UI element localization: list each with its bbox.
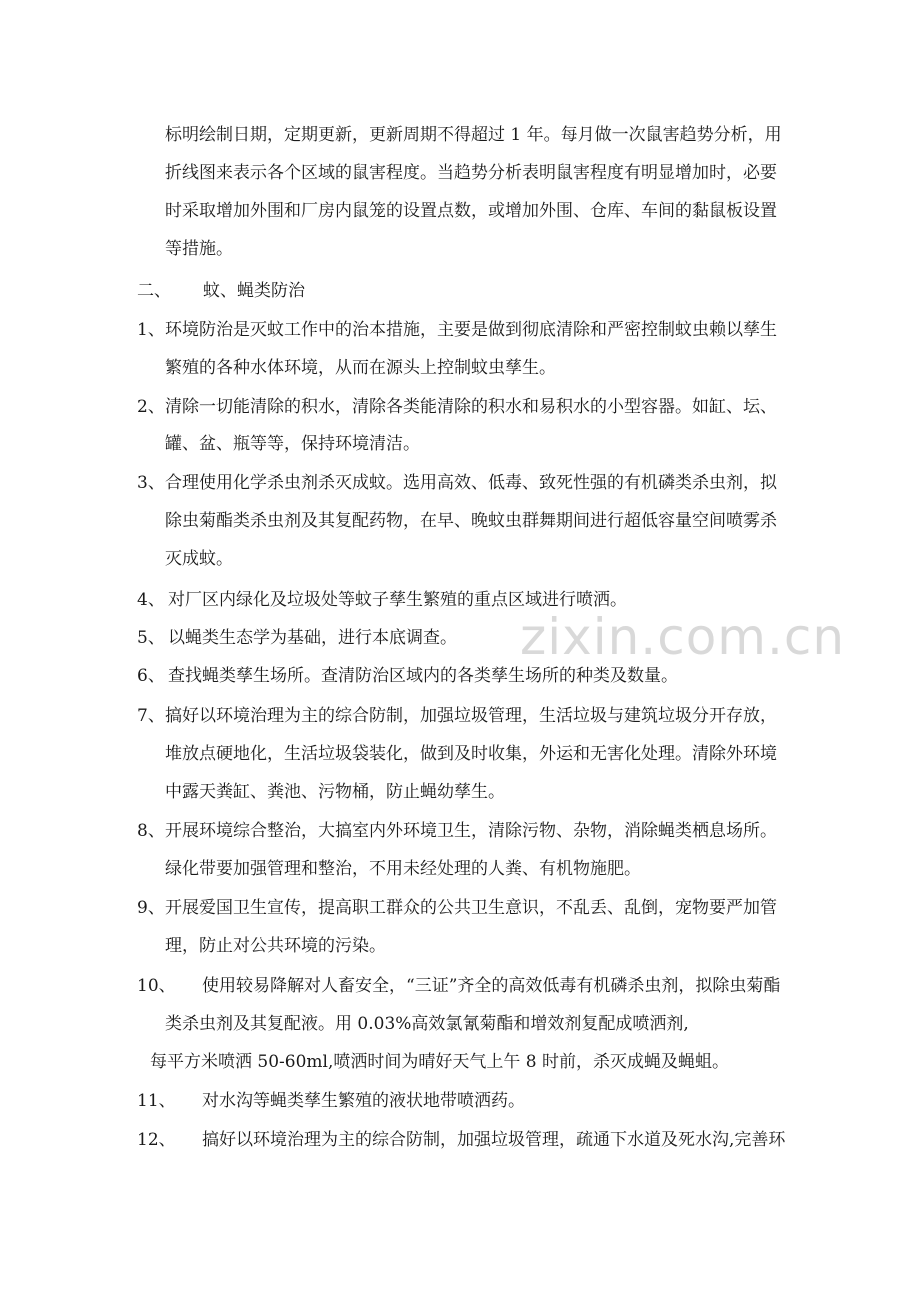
- item-number: 3、: [137, 473, 165, 493]
- item-line: 繁殖的各种水体环境，从而在源头上控制蚊虫孳生。: [165, 358, 556, 378]
- item-line: 理，防止对公共环境的污染。: [165, 936, 386, 956]
- item-line: 搞好以环境治理为主的综合防制，加强垃圾管理，疏通下水道及死水沟,完善环: [202, 1130, 786, 1150]
- item-number: 4、: [137, 590, 165, 610]
- item-line: 查找蝇类孳生场所。查清防治区域内的各类孳生场所的种类及数量。: [168, 666, 678, 686]
- item-line: 搞好以环境治理为主的综合防制，加强垃圾管理，生活垃圾与建筑垃圾分开存放，: [165, 706, 777, 726]
- section-number: 二、: [137, 281, 171, 301]
- item-line: 除虫菊酯类杀虫剂及其复配药物，在早、晚蚊虫群舞期间进行超低容量空间喷雾杀: [165, 511, 777, 531]
- intro-line: 折线图来表示各个区域的鼠害程度。当趋势分析表明鼠害程度有明显增加时，必要: [165, 163, 777, 183]
- item-line: 环境防治是灭蚊工作中的治本措施，主要是做到彻底清除和严密控制蚊虫赖以孳生: [165, 320, 777, 340]
- item-line: 以蝇类生态学为基础，进行本底调查。: [168, 628, 457, 648]
- item-number: 7、: [137, 706, 165, 726]
- item-line: 每平方米喷洒 50-60ml,喷洒时间为晴好天气上午 8 时前，杀灭成蝇及蝇蛆。: [150, 1052, 729, 1072]
- item-line: 类杀虫剂及其复配液。用 0.03%高效氯氰菊酯和增效剂复配成喷洒剂,: [165, 1014, 689, 1034]
- item-number: 10、: [137, 976, 176, 996]
- item-line: 合理使用化学杀虫剂杀灭成蚊。选用高效、低毒、致死性强的有机磷类杀虫剂，拟: [165, 473, 777, 493]
- item-number: 6、: [137, 666, 165, 686]
- item-number: 8、: [137, 821, 165, 841]
- item-line: 对厂区内绿化及垃圾处等蚊子孳生繁殖的重点区域进行喷洒。: [168, 590, 627, 610]
- watermark: zixin.com.cn: [520, 608, 846, 666]
- item-number: 11、: [137, 1091, 176, 1111]
- item-number: 1、: [137, 320, 165, 340]
- item-line: 堆放点硬地化，生活垃圾袋装化，做到及时收集，外运和无害化处理。清除外环境: [165, 744, 777, 764]
- item-number: 9、: [137, 898, 165, 918]
- section-title: 蚊、蝇类防治: [203, 281, 305, 301]
- item-line: 开展爱国卫生宣传，提高职工群众的公共卫生意识，不乱丢、乱倒，宠物要严加管: [165, 898, 777, 918]
- item-line: 灭成蚊。: [165, 549, 233, 569]
- intro-line: 标明绘制日期，定期更新，更新周期不得超过 1 年。每月做一次鼠害趋势分析，用: [165, 125, 782, 145]
- item-line: 清除一切能清除的积水，清除各类能清除的积水和易积水的小型容器。如缸、坛、: [165, 397, 777, 417]
- item-line: 绿化带要加强管理和整治，不用未经处理的人粪、有机物施肥。: [165, 859, 641, 879]
- item-number: 2、: [137, 397, 165, 417]
- intro-line: 等措施。: [165, 239, 233, 259]
- item-line: 中露天粪缸、粪池、污物桶，防止蝇幼孳生。: [165, 782, 505, 802]
- item-line: 使用较易降解对人畜安全，“三证”齐全的高效低毒有机磷杀虫剂，拟除虫菊酯: [202, 976, 781, 996]
- item-line: 开展环境综合整治，大搞室内外环境卫生，清除污物、杂物，消除蝇类栖息场所。: [165, 821, 777, 841]
- item-number: 5、: [137, 628, 165, 648]
- intro-line: 时采取增加外围和厂房内鼠笼的设置点数，或增加外围、仓库、车间的黏鼠板设置: [165, 201, 777, 221]
- item-number: 12、: [137, 1130, 176, 1150]
- item-line: 罐、盆、瓶等等，保持环境清洁。: [165, 434, 420, 454]
- item-line: 对水沟等蝇类孳生繁殖的液状地带喷洒药。: [202, 1091, 525, 1111]
